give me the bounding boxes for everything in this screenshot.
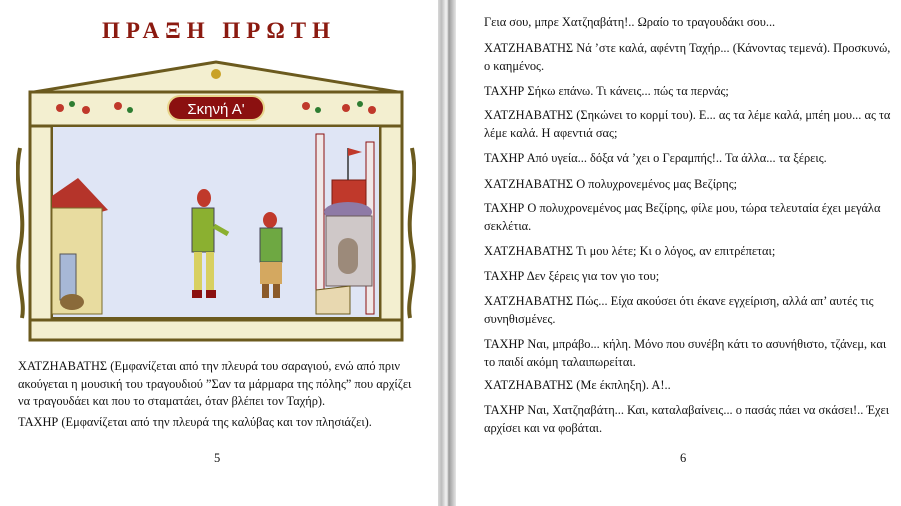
dialogue-line: ΧΑΤΖΗΑΒΑΤΗΣ Νά ’στε καλά, αφέντη Ταχήρ... (Κάνοντας τεμενά). Προσκυνώ, ο καημένος. xyxy=(484,41,891,73)
left-column xyxy=(30,126,52,326)
dialogue-line: ΤΑΧΗΡ Από υγεία... δόξα νά ’χει ο Γεραμπής!.. Τα άλλα... τα ξέρεις. xyxy=(484,151,827,165)
stage-illustration xyxy=(16,58,416,346)
left-page xyxy=(0,0,438,506)
dialogue-line: ΧΑΤΖΗΑΒΑΤΗΣ Ο πολυχρονεμένος μας Βεζίρης; xyxy=(484,177,738,191)
stage-direction-paragraph: ΧΑΤΖΗΑΒΑΤΗΣ (Εμφανίζεται από την πλευρά του σαραγιού, ενώ από πριν ακούγεται η μουσική του τραγουδιού ”Σαν τα μάρμαρα της πόλης” που αρχίζει να τραγουδάει και που το σταματάει, όταν βλέπει τον Ταχήρ). xyxy=(18,359,412,408)
dialogue-line: ΧΑΤΖΗΑΒΑΤΗΣ Τι μου λέτε; Κι ο λόγος, αν επιτρέπεται; xyxy=(484,244,776,258)
dialogue-line: ΤΑΧΗΡ Ναι, Χατζηαβάτη... Και, καταλαβαίνεις... ο πασάς πάει να σκάσει!.. Έχει αρχίσει και να φοβάται. xyxy=(484,403,890,435)
right-page xyxy=(456,0,901,506)
page-gutter xyxy=(438,0,456,506)
left-scroll xyxy=(18,148,23,318)
right-column xyxy=(380,126,402,326)
dialogue-line: ΤΑΧΗΡ Δεν ξέρεις για τον γιο του; xyxy=(484,269,660,283)
dialogue-line: Γεια σου, μπρε Χατζηαβάτη!.. Ωραίο το τραγουδάκι σου... xyxy=(484,15,776,29)
right-scroll xyxy=(409,148,414,318)
dialogue-line: ΤΑΧΗΡ Ναι, μπράβο... κήλη. Μόνο που συνέβη κάτι το ασυνήθιστο, τζάνεμ, και το παιδί ακόμη ταλαιπωρείται. xyxy=(484,337,887,369)
act-title: ΠΡΑΞΗ ΠΡΩΤΗ xyxy=(102,18,336,43)
shadow-theatre-stage-illustration xyxy=(16,58,416,346)
bottom-beam xyxy=(30,320,402,340)
pediment-ornament xyxy=(211,69,221,79)
scene-label: Σκηνή Α' xyxy=(187,101,245,118)
dialogue-line: ΤΑΧΗΡ Σήκω επάνω. Τι κάνεις... πώς τα περνάς; xyxy=(484,84,729,98)
stage-direction-paragraph: ΤΑΧΗΡ (Εμφανίζεται από την πλευρά της καλύβας και τον πλησιάζει). xyxy=(18,415,372,429)
dialogue-line: ΧΑΤΖΗΑΒΑΤΗΣ (Σηκώνει το κορμί του). Ε... ας τα λέμε καλά, μπέη μου... ας τα λέμε καλά. Η αφεντιά σας; xyxy=(484,108,891,140)
dialogue-line: ΤΑΧΗΡ Ο πολυχρονεμένος μας Βεζίρης, φίλε μου, τώρα τελευταία έχει μεγάλα σεκλέτια. xyxy=(484,201,881,233)
page-number: 6 xyxy=(680,451,687,465)
dialogue-line: ΧΑΤΖΗΑΒΑΤΗΣ Πώς... Είχα ακούσει ότι έκανε εγχείριση, αλλά απ’ αυτές τις συνηθισμένες. xyxy=(484,294,874,326)
page-number: 5 xyxy=(214,451,221,465)
dialogue-line: ΧΑΤΖΗΑΒΑΤΗΣ (Με έκπληξη). Α!.. xyxy=(484,378,671,392)
